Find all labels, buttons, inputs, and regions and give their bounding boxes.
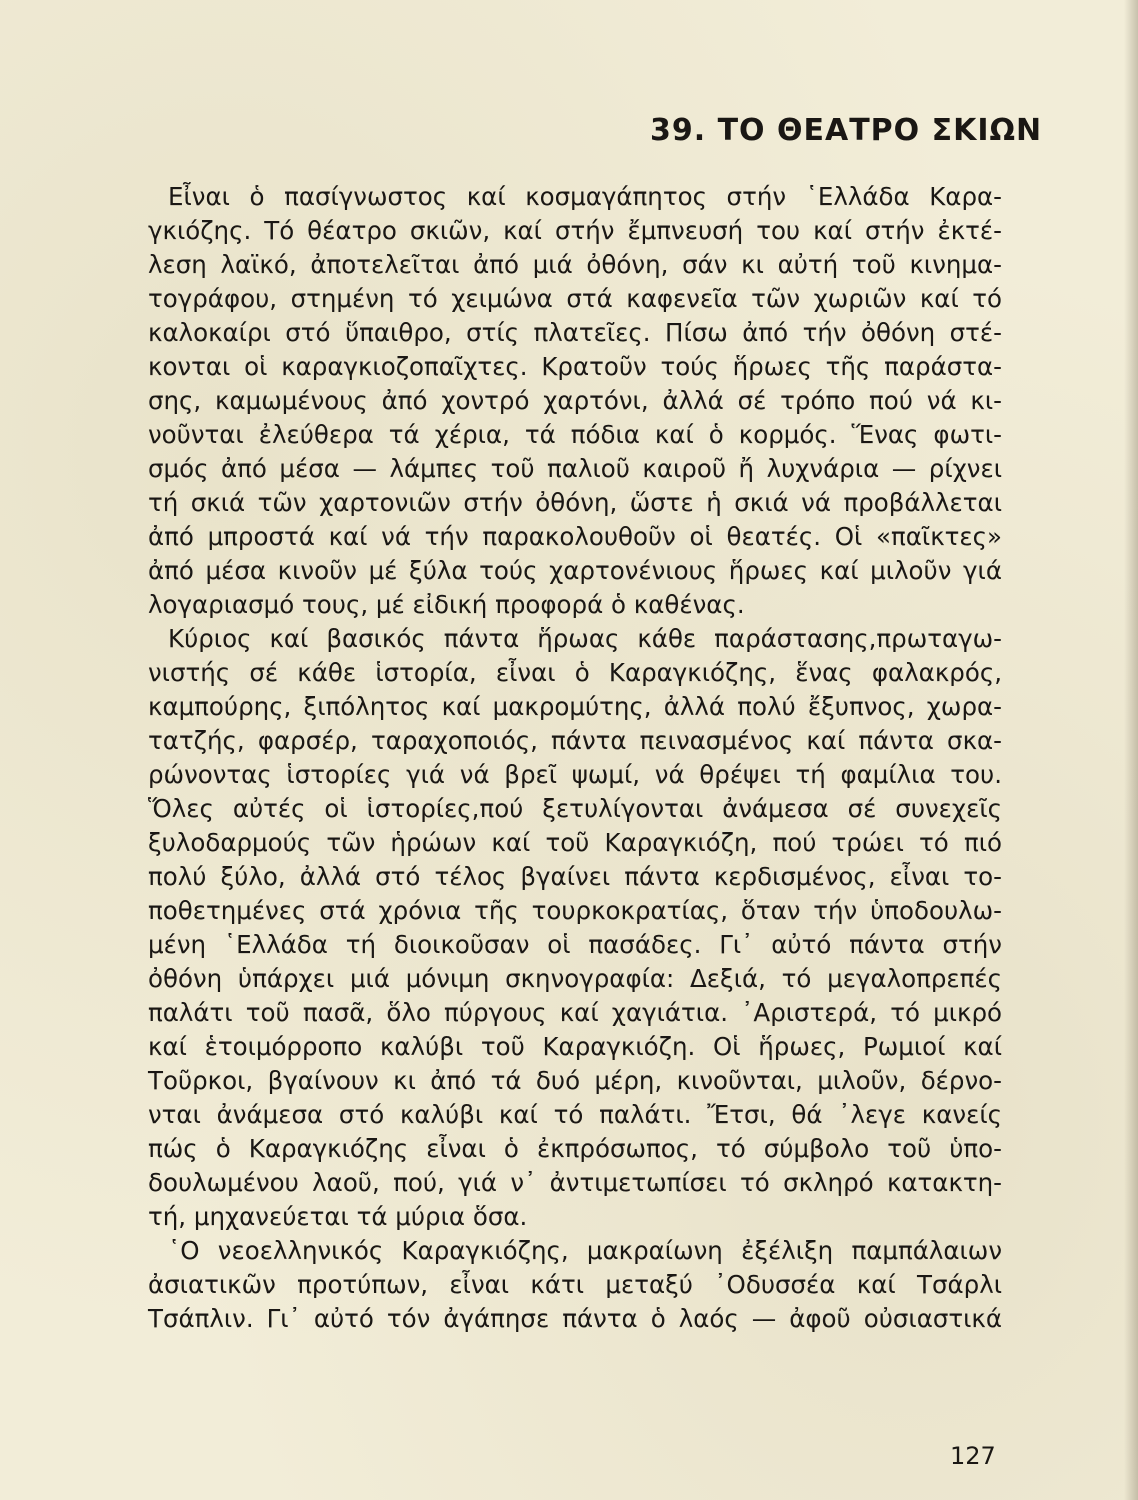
text-line: λεση λαϊκό, ἀποτελεῖται ἀπό μιά ὀθόνη, σάν κι αὐτή τοῦ κινημα- — [148, 250, 1002, 279]
text-line: σμός ἀπό μέσα — λάμπες τοῦ παλιοῦ καιροῦ ἤ λυχνάρια — ρίχνει — [148, 454, 1002, 483]
text-line: νται ἀνάμεσα στό καλύβι καί τό παλάτι. Ἔτσι, θά ᾽λεγε κανείς — [148, 1100, 1002, 1129]
text-line: Τοῦρκοι, βγαίνουν κι ἀπό τά δυό μέρη, κινοῦνται, μιλοῦν, δέρνο- — [148, 1066, 1002, 1095]
text-line: γκιόζης. Τό θέατρο σκιῶν, καί στήν ἔμπνευσή του καί στήν ἐκτέ- — [148, 216, 1002, 245]
body-text — [148, 180, 1002, 1336]
text-line: δουλωμένου λαοῦ, πού, γιά ν᾽ ἀντιμετωπίσει τό σκληρό κατακτη- — [148, 1168, 1002, 1197]
text-line: πολύ ξύλο, ἀλλά στό τέλος βγαίνει πάντα κερδισμένος, εἶναι το- — [148, 862, 1002, 891]
text-line: Ὅλες αὐτές οἱ ἱστορίες,πού ξετυλίγονται ἀνάμεσα σέ συνεχεῖς — [148, 794, 1002, 823]
text-line: νοῦνται ἐλεύθερα τά χέρια, τά πόδια καί ὁ κορμός. Ἕνας φωτι- — [148, 420, 1002, 449]
text-line: Τσάπλιν. Γι᾽ αὐτό τόν ἀγάπησε πάντα ὁ λαός — ἀφοῦ οὐσιαστικά — [148, 1304, 1002, 1333]
text-line: κονται οἱ καραγκιοζοπαῖχτες. Κρατοῦν τούς ἥρωες τῆς παράστα- — [148, 352, 1002, 381]
chapter-heading: 39. ΤΟ ΘΕΑΤΡΟ ΣΚΙΩΝ — [650, 113, 1043, 148]
text-line: ξυλοδαρμούς τῶν ἡρώων καί τοῦ Καραγκιόζη, πού τρώει τό πιό — [148, 828, 1002, 857]
text-line: ἀπό μπροστά καί νά τήν παρακολουθοῦν οἱ θεατές. Οἱ «παῖκτες» — [148, 522, 1002, 551]
text-line: σης, καμωμένους ἀπό χοντρό χαρτόνι, ἀλλά σέ τρόπο πού νά κι- — [148, 386, 1002, 415]
text-line: τατζής, φαρσέρ, ταραχοποιός, πάντα πεινασμένος καί πάντα σκα- — [148, 726, 1002, 755]
text-line: πώς ὁ Καραγκιόζης εἶναι ὁ ἐκπρόσωπος, τό σύμβολο τοῦ ὑπο- — [148, 1134, 1002, 1163]
page-edge-shadow — [1124, 0, 1138, 1500]
text-line: τή, μηχανεύεται τά μύρια ὅσα. — [148, 1202, 528, 1231]
page-number: 127 — [950, 1442, 996, 1470]
text-line: μένη ῾Ελλάδα τή διοικοῦσαν οἱ πασάδες. Γι᾽ αὐτό πάντα στήν — [148, 930, 1002, 959]
text-line: παλάτι τοῦ πασᾶ, ὅλο πύργους καί χαγιάτια. ᾽Αριστερά, τό μικρό — [148, 998, 1002, 1027]
text-line: λογαριασμό τους, μέ εἰδική προφορά ὁ καθένας. — [148, 590, 745, 619]
text-line: ποθετημένες στά χρόνια τῆς τουρκοκρατίας, ὅταν τήν ὑποδουλω- — [148, 896, 1002, 925]
text-line: ἀσιατικῶν προτύπων, εἶναι κάτι μεταξύ ᾽Οδυσσέα καί Τσάρλι — [148, 1270, 1002, 1299]
text-line: ἀπό μέσα κινοῦν μέ ξύλα τούς χαρτονένιους ἥρωες καί μιλοῦν γιά — [148, 556, 1002, 585]
text-line: Κύριος καί βασικός πάντα ἥρωας κάθε παράστασης,πρωταγω- — [168, 624, 1002, 653]
text-line: καί ἑτοιμόρροπο καλύβι τοῦ Καραγκιόζη. Οἱ ἥρωες, Ρωμιοί καί — [148, 1032, 1002, 1061]
text-line: καμπούρης, ξιπόλητος καί μακρομύτης, ἀλλά πολύ ἔξυπνος, χωρα- — [148, 692, 1002, 721]
text-line: ῾Ο νεοελληνικός Καραγκιόζης, μακραίωνη ἐξέλιξη παμπάλαιων — [168, 1236, 1002, 1265]
text-line: καλοκαίρι στό ὕπαιθρο, στίς πλατεῖες. Πίσω ἀπό τήν ὀθόνη στέ- — [148, 318, 1002, 347]
text-line: ὀθόνη ὑπάρχει μιά μόνιμη σκηνογραφία: Δεξιά, τό μεγαλοπρεπές — [148, 964, 1002, 993]
text-line: νιστής σέ κάθε ἱστορία, εἶναι ὁ Καραγκιόζης, ἕνας φαλακρός, — [148, 658, 1002, 687]
text-line: τή σκιά τῶν χαρτονιῶν στήν ὀθόνη, ὥστε ἡ σκιά νά προβάλλεται — [148, 488, 1002, 517]
text-line: Εἶναι ὁ πασίγνωστος καί κοσμαγάπητος στήν ῾Ελλάδα Καρα- — [168, 182, 1002, 211]
text-line: ρώνοντας ἱστορίες γιά νά βρεῖ ψωμί, νά θρέψει τή φαμίλια του. — [148, 760, 1002, 789]
text-line: τογράφου, στημένη τό χειμώνα στά καφενεῖα τῶν χωριῶν καί τό — [148, 284, 1002, 313]
